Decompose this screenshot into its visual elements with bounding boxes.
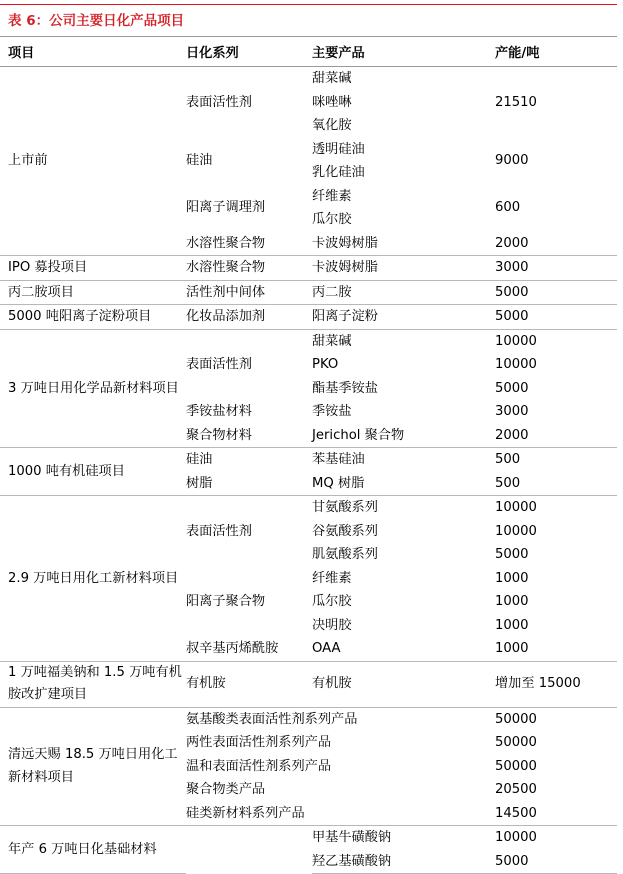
capacity-cell: 5000 xyxy=(495,280,617,305)
capacity-cell: 500 xyxy=(495,472,617,496)
series-cell: 水溶性聚合物 xyxy=(186,232,312,256)
product-cell: Jerichol 聚合物 xyxy=(312,424,495,448)
capacity-cell: 9000 xyxy=(495,153,529,169)
series-cell: 聚合物材料 xyxy=(186,424,312,448)
series-cell: 叔辛基丙烯酰胺 xyxy=(186,637,312,661)
table-row xyxy=(0,305,617,330)
project-cell: 年产 6 万吨日化基础材料 xyxy=(0,826,186,874)
series-cell: 表面活性剂 xyxy=(186,94,252,110)
product-cell: 瓜尔胶 xyxy=(312,212,352,227)
product-cell: 有机胺 xyxy=(312,661,495,707)
series-cell: 化妆品添加剂 xyxy=(186,305,312,330)
capacity-cell: 3000 xyxy=(495,404,529,419)
capacity-cell: 10000 xyxy=(495,333,537,349)
header-row xyxy=(0,37,617,67)
series-cell xyxy=(186,826,312,874)
project-cell: 2.9 万吨日用化工新材料项目 xyxy=(0,496,186,662)
project-cell: 丙二胺项目 xyxy=(0,280,186,305)
product-cell: 透明硅油 xyxy=(312,141,365,157)
capacity-cell: 2000 xyxy=(495,424,617,448)
product-cell: 卡波姆树脂 xyxy=(312,256,495,281)
capacity-cell: 50000 xyxy=(495,711,537,727)
product-cell: 咪唑啉 xyxy=(312,94,352,110)
product-cell: PKO xyxy=(312,357,339,372)
product-cell: 羟乙基磺酸钠 xyxy=(312,850,495,874)
product-cell: 季铵盐 xyxy=(312,404,352,419)
series-cell: 树脂 xyxy=(186,472,312,496)
series-cell: 阳离子聚合物 xyxy=(186,594,266,609)
capacity-cell: 5000 xyxy=(495,305,617,330)
product-cell: 乳化硅油 xyxy=(312,165,365,180)
series-cell: 硅油 xyxy=(186,153,213,169)
capacity-cell: 50000 xyxy=(495,735,537,750)
table-row xyxy=(0,256,617,281)
product-cell: 决明胶 xyxy=(312,617,352,633)
product-cell: 丙二胺 xyxy=(312,280,495,305)
table-row xyxy=(0,329,617,353)
table-row xyxy=(0,67,617,91)
project-cell: 清远天赐 18.5 万吨日用化工新材料项目 xyxy=(0,707,186,826)
table-row xyxy=(0,707,617,731)
capacity-cell: 增加至 15000 xyxy=(495,661,617,707)
capacity-cell: 10000 xyxy=(495,500,537,515)
header-project: 项目 xyxy=(0,37,186,67)
capacity-cell: 500 xyxy=(495,452,521,467)
table-row xyxy=(0,826,617,850)
header-capacity: 产能/吨 xyxy=(495,37,617,67)
series-cell: 聚合物类产品 xyxy=(186,782,266,797)
project-cell: 1000 吨有机硅项目 xyxy=(0,448,186,496)
capacity-cell: 5000 xyxy=(495,547,529,562)
project-cell: 上市前 xyxy=(0,67,186,256)
capacity-cell: 5000 xyxy=(495,850,617,874)
series-cell: 活性剂中间体 xyxy=(186,280,312,305)
capacity-cell: 10000 xyxy=(495,357,537,372)
table-row xyxy=(0,496,617,520)
series-cell: 温和表面活性剂系列产品 xyxy=(186,758,332,774)
capacity-cell: 50000 xyxy=(495,758,537,774)
capacity-cell: 5000 xyxy=(495,380,529,396)
capacity-cell: 1000 xyxy=(495,637,617,661)
table-row xyxy=(0,280,617,305)
project-cell: 5000 吨阳离子淀粉项目 xyxy=(0,305,186,330)
product-cell: MQ 树脂 xyxy=(312,472,495,496)
product-cell: 氧化胺 xyxy=(312,118,352,133)
header-series: 日化系列 xyxy=(186,37,312,67)
product-cell: 甲基牛磺酸钠 xyxy=(312,830,392,845)
product-cell: 甜菜碱 xyxy=(312,71,352,86)
product-cell: 甘氨酸系列 xyxy=(312,500,378,515)
header-product: 主要产品 xyxy=(312,37,495,67)
table-caption: 表 6：公司主要日化产品项目 xyxy=(8,13,185,29)
series-cell: 表面活性剂 xyxy=(186,357,252,372)
product-cell: 肌氨酸系列 xyxy=(312,547,378,562)
series-cell: 有机胺 xyxy=(186,661,312,707)
table-row xyxy=(0,661,617,707)
capacity-cell: 14500 xyxy=(495,802,617,826)
series-cell: 硅油 xyxy=(186,452,213,467)
series-cell: 两性表面活性剂系列产品 xyxy=(186,735,332,750)
product-cell: OAA xyxy=(312,637,495,661)
series-cell: 表面活性剂 xyxy=(186,523,252,539)
product-cell: 卡波姆树脂 xyxy=(312,232,495,256)
project-cell: 1 万吨福美钠和 1.5 万吨有机胺改扩建项目 xyxy=(0,661,186,707)
products-table xyxy=(0,36,617,874)
series-cell: 阳离子调理剂 xyxy=(186,200,266,216)
capacity-cell: 1000 xyxy=(495,594,529,609)
capacity-cell: 2000 xyxy=(495,232,617,256)
table-row xyxy=(0,448,617,472)
series-cell: 水溶性聚合物 xyxy=(186,256,312,281)
product-cell: 纤维素 xyxy=(312,188,352,204)
table-body xyxy=(0,67,617,874)
project-cell: IPO 募投项目 xyxy=(0,256,186,281)
project-cell: 3 万吨日用化学品新材料项目 xyxy=(0,329,186,448)
capacity-cell: 1000 xyxy=(495,570,529,586)
series-cell: 氨基酸类表面活性剂系列产品 xyxy=(186,711,358,727)
capacity-cell: 20500 xyxy=(495,782,537,797)
capacity-cell: 10000 xyxy=(495,523,537,539)
product-cell: 瓜尔胶 xyxy=(312,594,352,609)
series-cell: 季铵盐材料 xyxy=(186,404,252,419)
product-cell: 酯基季铵盐 xyxy=(312,380,378,396)
product-cell: 纤维素 xyxy=(312,570,352,586)
product-cell: 苯基硅油 xyxy=(312,452,365,467)
product-cell: 谷氨酸系列 xyxy=(312,523,378,539)
capacity-cell: 1000 xyxy=(495,617,529,633)
product-cell: 阳离子淀粉 xyxy=(312,305,495,330)
caption-top-rule xyxy=(0,4,617,5)
product-cell: 甜菜碱 xyxy=(312,333,352,349)
series-cell: 硅类新材料系列产品 xyxy=(186,802,495,826)
capacity-cell: 600 xyxy=(495,200,521,216)
capacity-cell: 21510 xyxy=(495,94,537,110)
capacity-cell: 3000 xyxy=(495,256,617,281)
capacity-cell: 10000 xyxy=(495,830,537,845)
